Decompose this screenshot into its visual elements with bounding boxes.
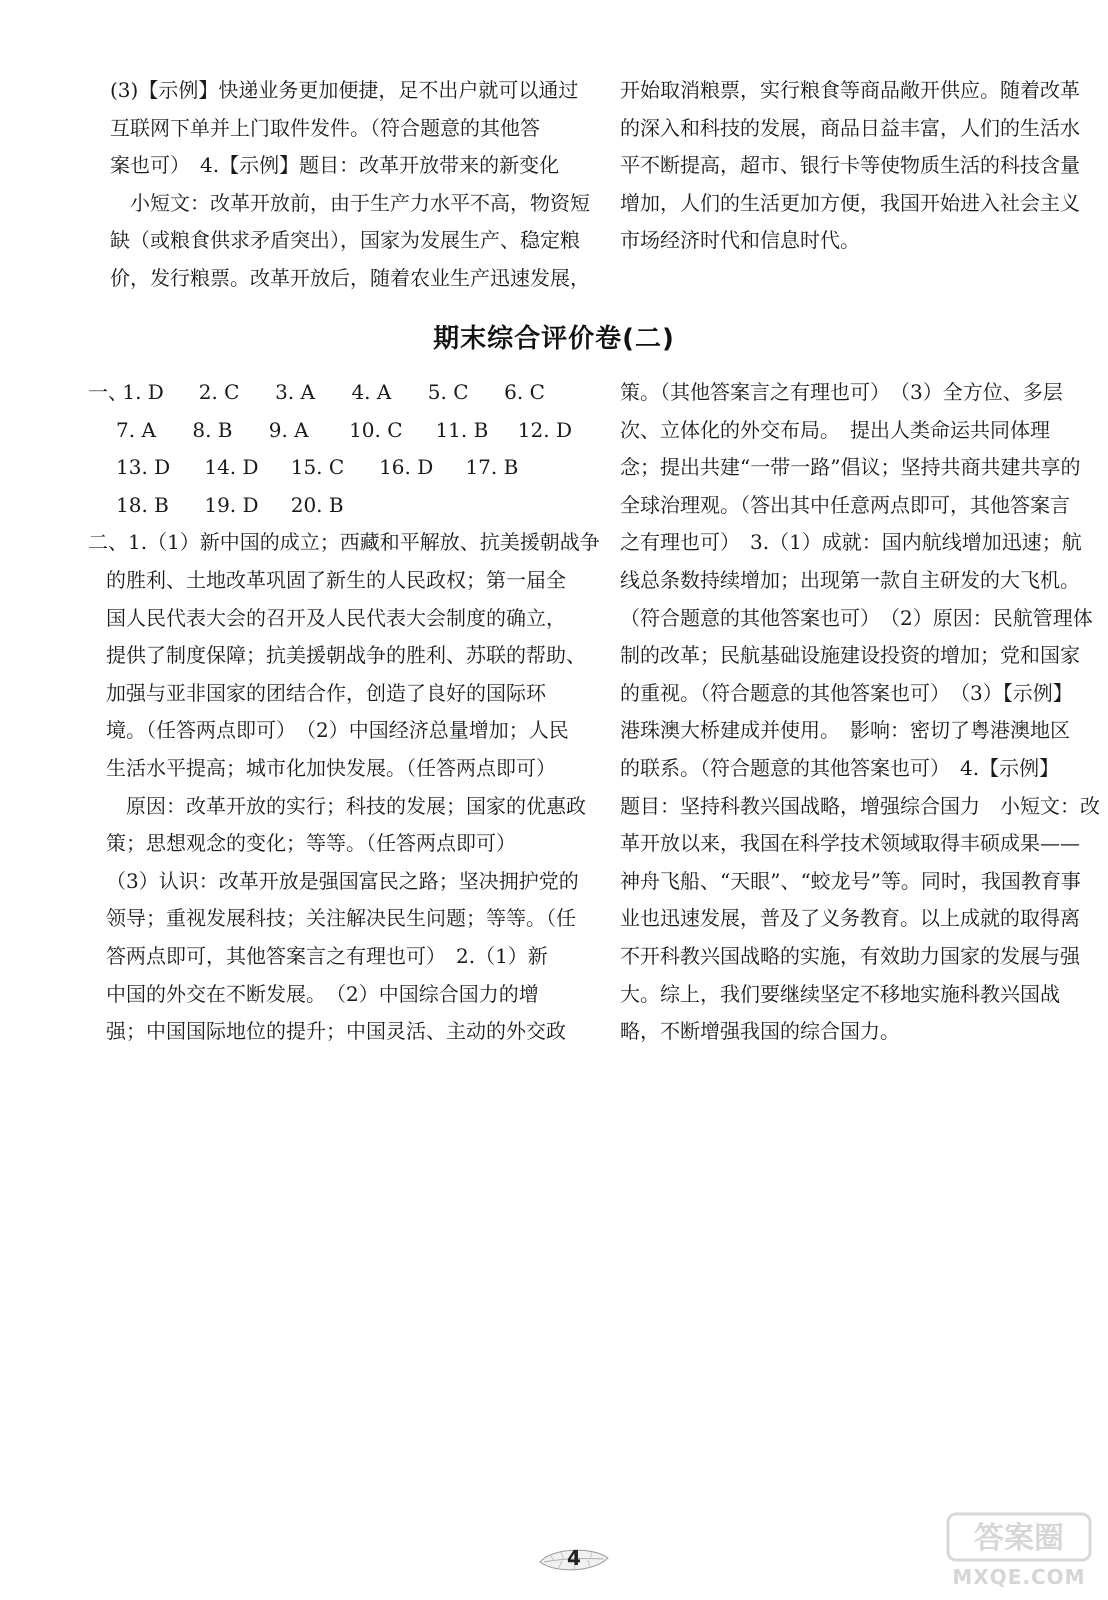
text-line: 领导；重视发展科技；关注解决民生问题；等等。（任 <box>106 906 576 931</box>
text-line: 的胜利、土地改革巩固了新生的人民政权；第一届全 <box>106 567 566 592</box>
text-line: 线总条数持续增加；出现第一款自主研发的大飞机。 <box>620 567 1080 592</box>
text-line: 价，发行粮票。改革开放后，随着农业生产迅速发展， <box>110 265 590 290</box>
mc-row <box>88 487 562 525</box>
text-line: 念；提出共建“一带一路”倡议；坚持共商共建共享的 <box>620 455 1081 480</box>
text-line: （符合题意的其他答案也可） （2）原因：民航管理体 <box>620 605 1093 630</box>
text-line: 题目：坚持科教兴国战略，增强综合国力 小短文：改 <box>620 793 1100 818</box>
mc-row <box>88 412 572 450</box>
mc-answer: 18. B <box>116 492 169 517</box>
text-line: 平不断提高，超市、银行卡等使物质生活的科技含量 <box>620 153 1080 178</box>
mc-answer: 5. C <box>427 380 469 404</box>
mc-answer: 9. A <box>268 417 309 442</box>
text-line: 提供了制度保障；抗美援朝战争的胜利、苏联的帮助、 <box>106 643 586 668</box>
text-line: 案也可） 4.【示例】题目：改革开放带来的新变化 <box>110 153 560 178</box>
text-line: 小短文：改革开放前，由于生产力水平不高，物资短 <box>110 190 590 215</box>
text-line: 原因：改革开放的实行；科技的发展；国家的优惠政 <box>106 793 586 818</box>
mc-answer: 4. A <box>351 380 392 404</box>
text-line: 市场经济时代和信息时代。 <box>620 228 860 253</box>
text-line: 国人民代表大会的召开及人民代表大会制度的确立， <box>106 605 566 630</box>
mc-row <box>88 449 562 487</box>
text-line: 港珠澳大桥建成并使用。 影响：密切了粤港澳地区 <box>620 718 1070 743</box>
mc-answer: 16. D <box>379 455 434 480</box>
text-line: 革开放以来，我国在科学技术领域取得丰硕成果—— <box>620 831 1080 856</box>
mc-answer: 20. B <box>290 492 344 517</box>
text-line: 的深入和科技的发展，商品日益丰富，人们的生活水 <box>620 115 1080 140</box>
mc-answer: 8. B <box>192 417 233 442</box>
text-line: 答两点即可，其他答案言之有理也可） 2.（1）新 <box>106 943 548 968</box>
text-line: 不开科教兴国战略的实施，有效助力国家的发展与强 <box>620 943 1080 968</box>
section-title: 期末综合评价卷(二) <box>433 324 675 354</box>
text-line: 制的改革；民航基础设施建设投资的增加；党和国家 <box>620 643 1080 668</box>
mc-row <box>88 374 562 412</box>
text-line: 缺（或粮食供求矛盾突出），国家为发展生产、稳定粮 <box>110 228 580 253</box>
svg-text:答案圈: 答案圈 <box>974 1521 1064 1556</box>
text-line: 全球治理观。（答出其中任意两点即可，其他答案言 <box>620 492 1070 517</box>
mc-answer: 15. C <box>290 455 345 480</box>
mc-prefix: 一、 <box>88 380 128 404</box>
text-line: 大。综上，我们要继续坚定不移地实施科教兴国战 <box>620 981 1060 1006</box>
text-line: 开始取消粮票，实行粮食等商品敞开供应。随着改革 <box>620 78 1080 102</box>
text-line: 中国的外交在不断发展。 （2）中国综合国力的增 <box>106 981 539 1006</box>
mc-answer: 7. A <box>116 417 156 442</box>
page-number-text: 4 <box>567 1546 581 1570</box>
text-line: 加强与亚非国家的团结合作，创造了良好的国际环 <box>106 680 546 705</box>
bottom-right-column <box>620 374 1100 1051</box>
text-line: 次、立体化的外交布局。 提出人类命运共同体理 <box>620 417 1050 442</box>
top-right-column <box>620 72 1080 260</box>
text-line: 的重视。（符合题意的其他答案也可） （3）【示例】 <box>620 680 1073 705</box>
text-line: 二、1.（1）新中国的成立；西藏和平解放、抗美援朝战争 <box>88 530 600 555</box>
top-left-column <box>110 72 590 298</box>
text-line: 之有理也可） 3.（1）成就：国内航线增加迅速；航 <box>620 530 1082 555</box>
text-line: 强；中国国际地位的提升；中国灵活、主动的外交政 <box>106 1019 566 1044</box>
text-line: 境。（任答两点即可） （2）中国经济总量增加；人民 <box>106 718 569 743</box>
mc-answer: 3. A <box>275 380 315 404</box>
mc-answer: 13. D <box>116 455 171 480</box>
text-line: 互联网下单并上门取件发件。（符合题意的其他答 <box>110 115 540 140</box>
mc-answer: 1. D <box>122 380 164 404</box>
mc-answer: 17. B <box>465 455 519 480</box>
text-line: 神舟飞船、“天眼”、“蛟龙号”等。同时，我国教育事 <box>620 868 1081 893</box>
text-line: （3）认识：改革开放是强国富民之路；坚决拥护党的 <box>106 868 579 893</box>
text-line: 略，不断增强我国的综合国力。 <box>620 1019 900 1044</box>
text-line: 的联系。（符合题意的其他答案也可） 4.【示例】 <box>620 755 1060 780</box>
bottom-left-column <box>88 374 600 1051</box>
mc-answer: 6. C <box>504 380 545 404</box>
mc-answer: 12. D <box>517 417 572 442</box>
text-line: (3)【示例】快递业务更加便捷，足不出户就可以通过 <box>110 78 579 102</box>
page-number <box>534 1542 614 1578</box>
text-line: 生活水平提高；城市化加快发展。（任答两点即可） <box>106 755 556 780</box>
text-line: 业也迅速发展，普及了义务教育。以上成就的取得离 <box>620 906 1080 931</box>
mc-answer: 11. B <box>435 417 489 442</box>
text-line: 增加，人们的生活更加方便，我国开始进入社会主义 <box>620 190 1080 215</box>
mc-answer: 19. D <box>204 492 259 517</box>
text-line: 策。（其他答案言之有理也可） （3）全方位、多层 <box>620 380 1063 404</box>
mc-answer: 14. D <box>204 455 259 480</box>
watermark-icon <box>944 1510 1094 1590</box>
text-line: 策；思想观念的变化；等等。（任答两点即可） <box>106 831 516 856</box>
mc-answer: 10. C <box>349 417 403 442</box>
watermark-logo <box>944 1510 1094 1590</box>
mc-answer: 2. C <box>198 380 240 404</box>
svg-text:MXQE.COM: MXQE.COM <box>952 1565 1086 1589</box>
